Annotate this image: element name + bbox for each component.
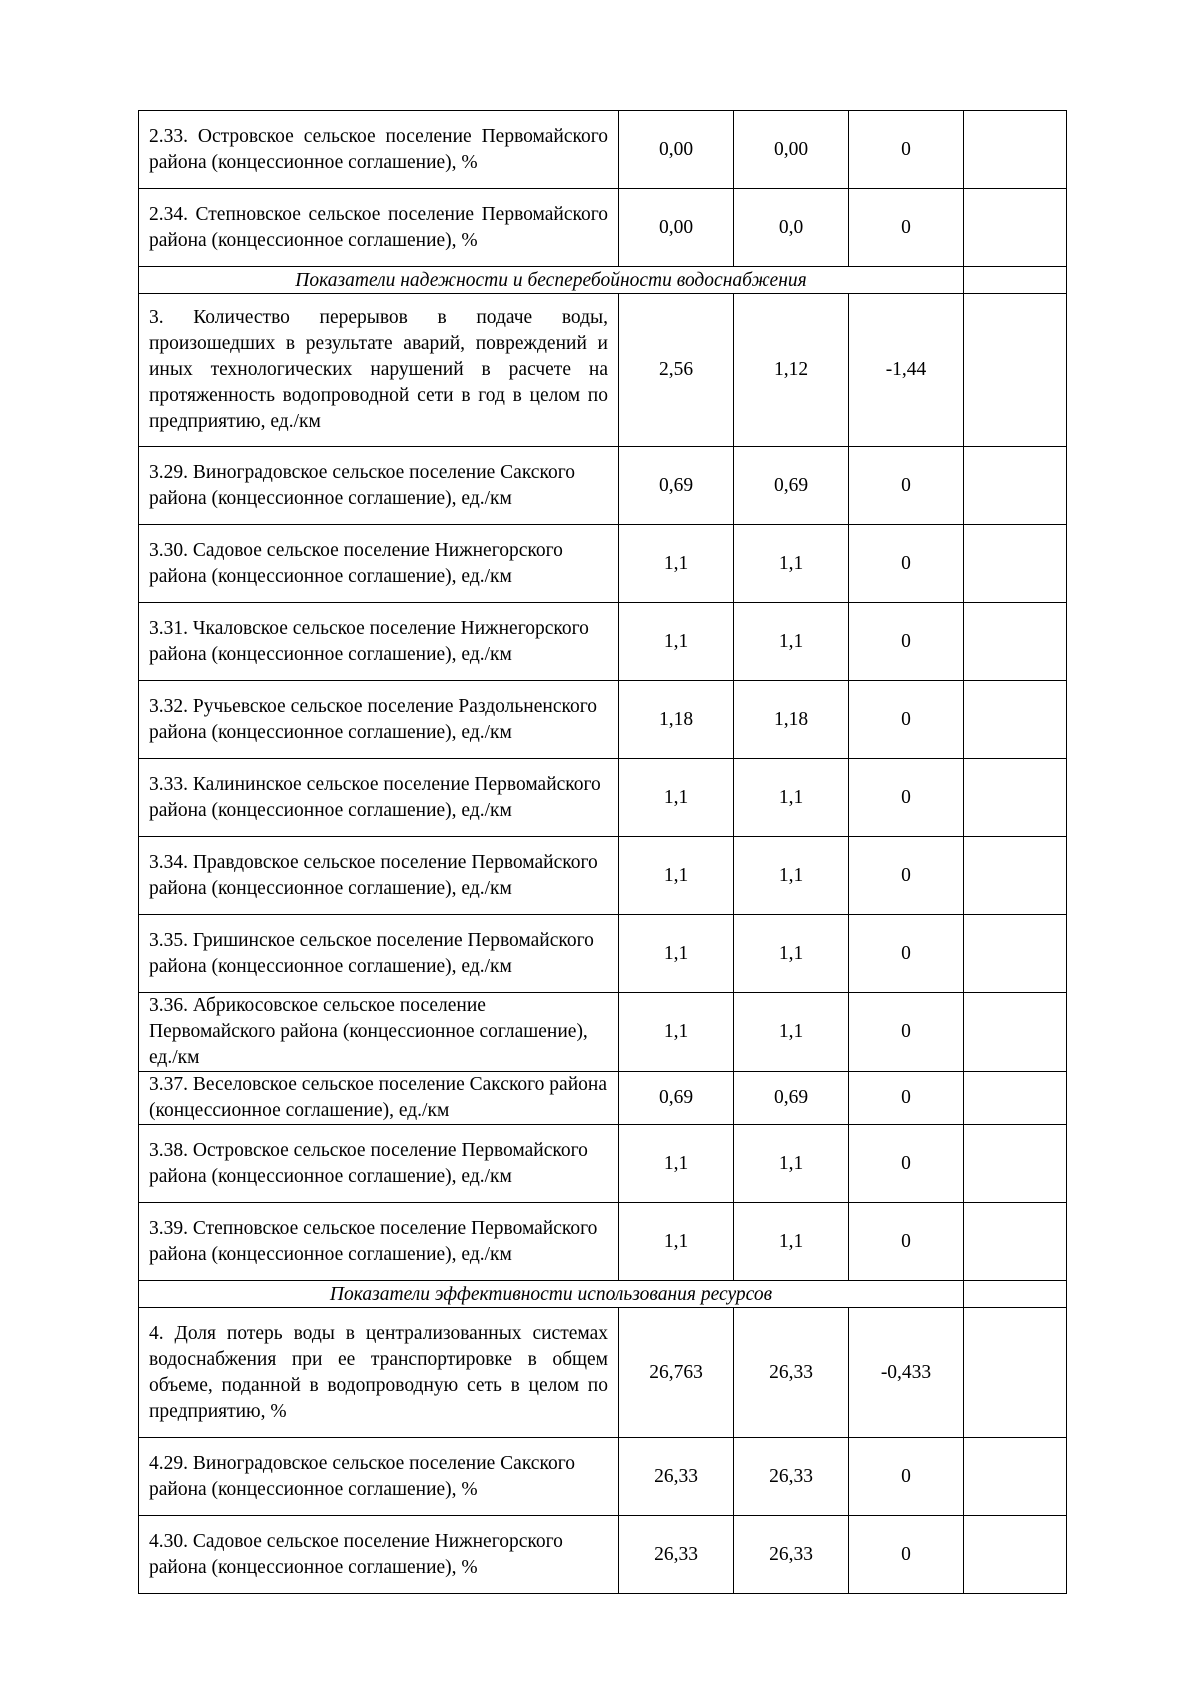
deviation-cell: -0,433 [849,1308,964,1438]
plan-value-cell: 1,1 [619,993,734,1072]
indicators-table-body [139,111,1067,1594]
indicator-name-cell: 3.35. Гришинское сельское поселение Первомайского района (концессионное соглашение), ед./км [139,915,619,993]
plan-value-cell: 1,1 [619,1125,734,1203]
indicator-name-cell: 2.34. Степновское сельское поселение Первомайского района (концессионное соглашение), % [139,189,619,267]
deviation-cell: 0 [849,111,964,189]
note-cell [964,1308,1067,1438]
fact-value-cell: 1,1 [734,1203,849,1281]
indicator-name-cell: 3.32. Ручьевское сельское поселение Раздольненского района (концессионное соглашение), ед./км [139,681,619,759]
section-note-cell [964,1281,1067,1308]
deviation-cell: 0 [849,1516,964,1594]
table-row [139,603,1067,681]
deviation-cell: 0 [849,447,964,525]
note-cell [964,1516,1067,1594]
note-cell [964,759,1067,837]
fact-value-cell: 1,1 [734,1125,849,1203]
plan-value-cell: 1,1 [619,603,734,681]
section-title: Показатели эффективности использования ресурсов [139,1281,964,1308]
deviation-cell: -1,44 [849,294,964,447]
section-note-cell [964,267,1067,294]
table-row [139,189,1067,267]
indicator-name-cell: 3.31. Чкаловское сельское поселение Нижнегорского района (концессионное соглашение), ед./км [139,603,619,681]
indicator-name-cell: 2.33. Островское сельское поселение Первомайского района (концессионное соглашение), % [139,111,619,189]
table-row [139,759,1067,837]
section-title: Показатели надежности и бесперебойности водоснабжения [139,267,964,294]
indicator-name-cell: 3.33. Калининское сельское поселение Первомайского района (концессионное соглашение), ед./км [139,759,619,837]
fact-value-cell: 0,69 [734,1072,849,1125]
indicator-name-cell: 4.29. Виноградовское сельское поселение Сакского района (концессионное соглашение), % [139,1438,619,1516]
table-row [139,525,1067,603]
indicator-name-cell: 3.38. Островское сельское поселение Первомайского района (концессионное соглашение), ед./км [139,1125,619,1203]
note-cell [964,189,1067,267]
plan-value-cell: 0,69 [619,1072,734,1125]
fact-value-cell: 1,1 [734,837,849,915]
plan-value-cell: 1,1 [619,1203,734,1281]
table-row [139,1203,1067,1281]
table-row [139,1072,1067,1125]
deviation-cell: 0 [849,1072,964,1125]
deviation-cell: 0 [849,603,964,681]
fact-value-cell: 1,1 [734,915,849,993]
plan-value-cell: 26,763 [619,1308,734,1438]
indicator-name-cell: 4. Доля потерь воды в централизованных системах водоснабжения при ее транспортировке в общем объеме, поданной в водопроводную сеть в целом по предприятию, % [139,1308,619,1438]
plan-value-cell: 2,56 [619,294,734,447]
fact-value-cell: 26,33 [734,1308,849,1438]
deviation-cell: 0 [849,1125,964,1203]
fact-value-cell: 0,69 [734,447,849,525]
fact-value-cell: 1,18 [734,681,849,759]
deviation-cell: 0 [849,681,964,759]
note-cell [964,603,1067,681]
table-row [139,294,1067,447]
indicator-name-cell: 3.39. Степновское сельское поселение Первомайского района (концессионное соглашение), ед./км [139,1203,619,1281]
indicator-name-cell: 3.37. Веселовское сельское поселение Сакского района (концессионное соглашение), ед./км [139,1072,619,1125]
indicator-name-cell: 4.30. Садовое сельское поселение Нижнегорского района (концессионное соглашение), % [139,1516,619,1594]
deviation-cell: 0 [849,993,964,1072]
note-cell [964,681,1067,759]
table-row [139,1125,1067,1203]
fact-value-cell: 26,33 [734,1516,849,1594]
plan-value-cell: 26,33 [619,1438,734,1516]
indicators-table [138,110,1067,1594]
indicator-name-cell: 3. Количество перерывов в подаче воды, произошедших в результате аварий, повреждений и иных технологических нарушений в расчете на протяженность водопроводной сети в год в целом по предприятию, ед./км [139,294,619,447]
plan-value-cell: 1,1 [619,837,734,915]
indicator-name-cell: 3.30. Садовое сельское поселение Нижнегорского района (концессионное соглашение), ед./км [139,525,619,603]
note-cell [964,1438,1067,1516]
table-row [139,915,1067,993]
fact-value-cell: 1,1 [734,525,849,603]
indicator-name-cell: 3.34. Правдовское сельское поселение Первомайского района (концессионное соглашение), ед./км [139,837,619,915]
plan-value-cell: 1,18 [619,681,734,759]
fact-value-cell: 1,1 [734,993,849,1072]
deviation-cell: 0 [849,1438,964,1516]
note-cell [964,447,1067,525]
note-cell [964,1203,1067,1281]
table-row [139,681,1067,759]
fact-value-cell: 1,1 [734,603,849,681]
deviation-cell: 0 [849,759,964,837]
fact-value-cell: 1,12 [734,294,849,447]
deviation-cell: 0 [849,189,964,267]
plan-value-cell: 1,1 [619,915,734,993]
plan-value-cell: 0,00 [619,111,734,189]
deviation-cell: 0 [849,915,964,993]
note-cell [964,837,1067,915]
plan-value-cell: 1,1 [619,525,734,603]
section-header-row [139,1281,1067,1308]
plan-value-cell: 26,33 [619,1516,734,1594]
fact-value-cell: 1,1 [734,759,849,837]
plan-value-cell: 0,69 [619,447,734,525]
table-row [139,1516,1067,1594]
indicator-name-cell: 3.29. Виноградовское сельское поселение Сакского района (концессионное соглашение), ед./км [139,447,619,525]
note-cell [964,1125,1067,1203]
fact-value-cell: 0,00 [734,111,849,189]
deviation-cell: 0 [849,837,964,915]
note-cell [964,294,1067,447]
section-header-row [139,267,1067,294]
note-cell [964,525,1067,603]
deviation-cell: 0 [849,1203,964,1281]
note-cell [964,915,1067,993]
table-row [139,1438,1067,1516]
note-cell [964,1072,1067,1125]
deviation-cell: 0 [849,525,964,603]
plan-value-cell: 0,00 [619,189,734,267]
table-row [139,447,1067,525]
note-cell [964,111,1067,189]
table-row [139,111,1067,189]
indicator-name-cell: 3.36. Абрикосовское сельское поселение Первомайского района (концессионное соглашение), ед./км [139,993,619,1072]
table-row [139,993,1067,1072]
fact-value-cell: 26,33 [734,1438,849,1516]
table-row [139,1308,1067,1438]
plan-value-cell: 1,1 [619,759,734,837]
fact-value-cell: 0,0 [734,189,849,267]
table-row [139,837,1067,915]
note-cell [964,993,1067,1072]
